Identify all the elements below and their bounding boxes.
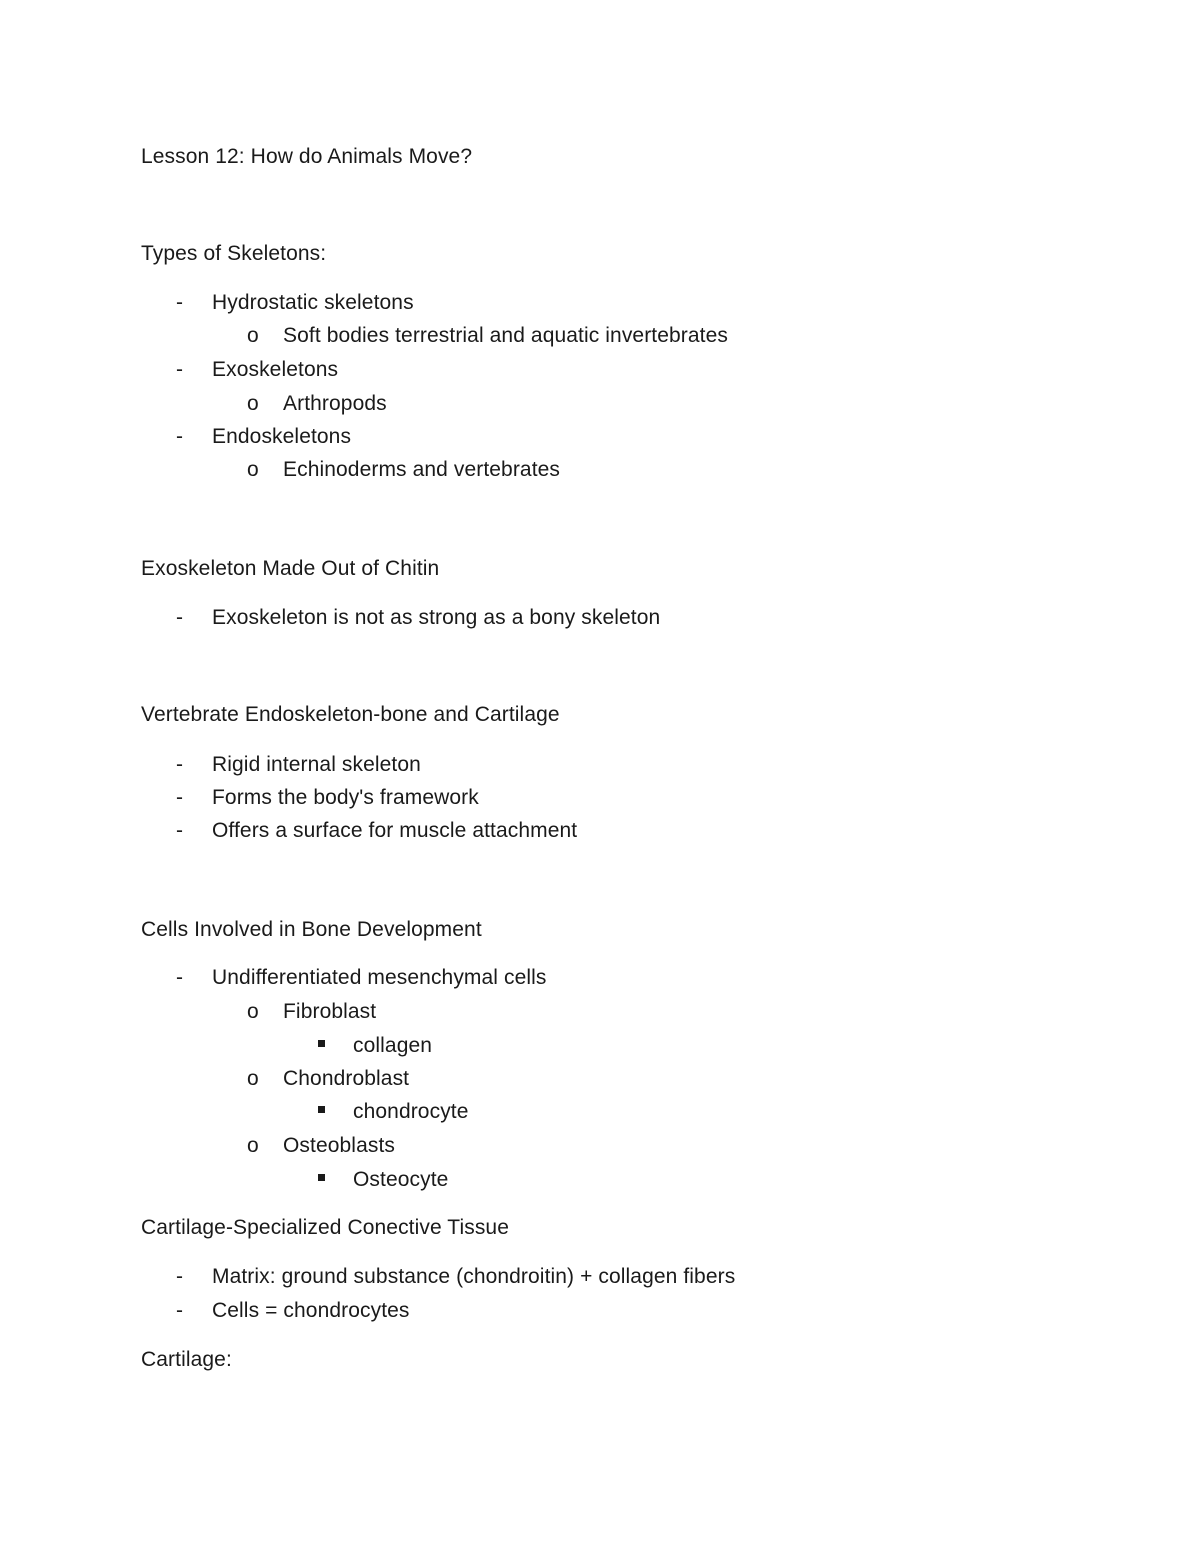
section-heading-chitin: Exoskeleton Made Out of Chitin [141, 557, 440, 580]
sub-item-osteoblasts: Osteoblasts [283, 1134, 395, 1157]
list-item-mesenchymal: Undifferentiated mesenchymal cells [212, 966, 547, 989]
sub-item-exoskeletons: Arthropods [283, 392, 387, 415]
circle-bullet: o [247, 392, 259, 415]
dash-bullet: - [176, 1299, 183, 1322]
circle-bullet: o [247, 1134, 259, 1157]
list-item-matrix: Matrix: ground substance (chondroitin) + collagen fibers [212, 1265, 736, 1288]
circle-bullet: o [247, 1000, 259, 1023]
dash-bullet: - [176, 819, 183, 842]
square-bullet [318, 1106, 325, 1113]
dash-bullet: - [176, 966, 183, 989]
list-item-hydrostatic: Hydrostatic skeletons [212, 291, 414, 314]
section-heading-types: Types of Skeletons: [141, 242, 327, 265]
list-item-endoskeletons: Endoskeletons [212, 425, 352, 448]
circle-bullet: o [247, 458, 259, 481]
sub-sub-item-chondrocyte: chondrocyte [353, 1100, 469, 1123]
dash-bullet: - [176, 786, 183, 809]
circle-bullet: o [247, 324, 259, 347]
sub-sub-item-collagen: collagen [353, 1034, 433, 1057]
section-heading-endoskeleton: Vertebrate Endoskeleton-bone and Cartilage [141, 703, 560, 726]
square-bullet [318, 1174, 325, 1181]
dash-bullet: - [176, 753, 183, 776]
dash-bullet: - [176, 291, 183, 314]
list-item-chitin: Exoskeleton is not as strong as a bony skeleton [212, 606, 661, 629]
dash-bullet: - [176, 1265, 183, 1288]
dash-bullet: - [176, 425, 183, 448]
sub-item-endoskeletons: Echinoderms and vertebrates [283, 458, 561, 481]
list-item-muscle: Offers a surface for muscle attachment [212, 819, 578, 842]
sub-item-chondroblast: Chondroblast [283, 1067, 410, 1090]
lesson-title: Lesson 12: How do Animals Move? [141, 145, 473, 168]
list-item-framework: Forms the body's framework [212, 786, 479, 809]
sub-item-fibroblast: Fibroblast [283, 1000, 377, 1023]
list-item-cells: Cells = chondrocytes [212, 1299, 410, 1322]
square-bullet [318, 1040, 325, 1047]
sub-sub-item-osteocyte: Osteocyte [353, 1168, 449, 1191]
sub-item-hydrostatic: Soft bodies terrestrial and aquatic invertebrates [283, 324, 728, 347]
dash-bullet: - [176, 358, 183, 381]
section-heading-cartilage: Cartilage: [141, 1348, 232, 1371]
dash-bullet: - [176, 606, 183, 629]
list-item-exoskeletons: Exoskeletons [212, 358, 339, 381]
circle-bullet: o [247, 1067, 259, 1090]
section-heading-cells: Cells Involved in Bone Development [141, 918, 482, 941]
list-item-rigid: Rigid internal skeleton [212, 753, 421, 776]
section-heading-cartilage-tissue: Cartilage-Specialized Conective Tissue [141, 1216, 509, 1239]
